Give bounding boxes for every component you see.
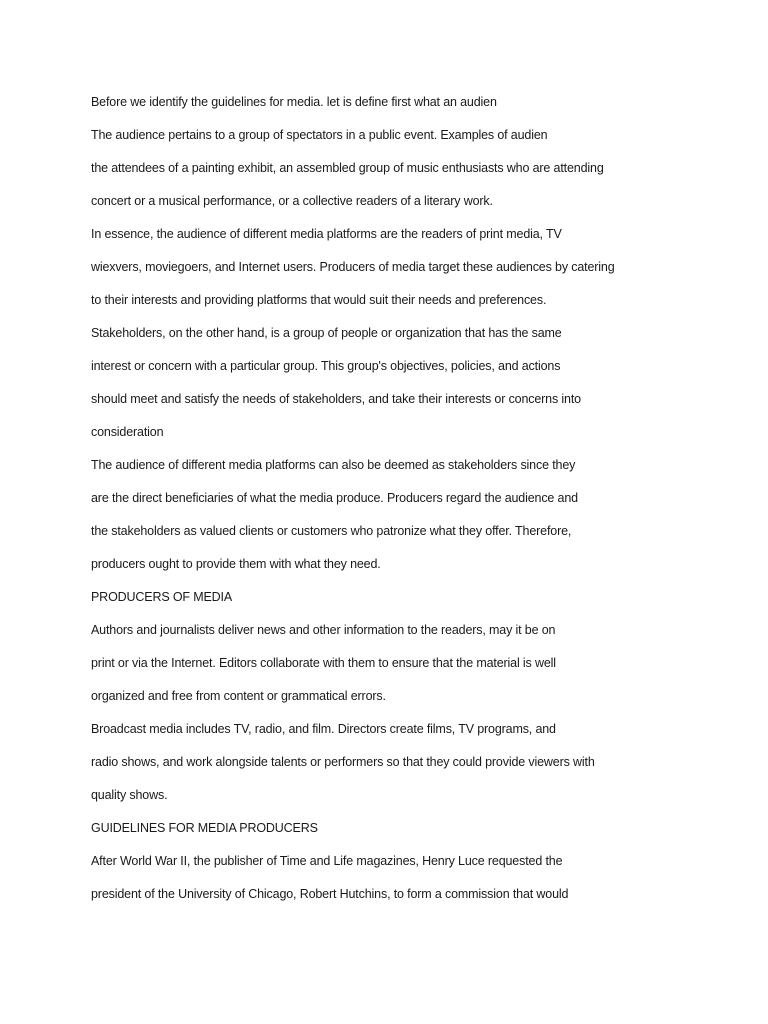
text-line: president of the University of Chicago, Robert Hutchins, to form a commission that would <box>91 887 569 901</box>
text-line: print or via the Internet. Editors collaborate with them to ensure that the material is well <box>91 656 556 670</box>
text-line: the stakeholders as valued clients or customers who patronize what they offer. Therefore, <box>91 524 572 538</box>
text-line: consideration <box>91 425 164 439</box>
text-line: In essence, the audience of different media platforms are the readers of print media, TV <box>91 227 562 241</box>
text-line: The audience pertains to a group of spectators in a public event. Examples of audien <box>91 128 548 142</box>
text-line: organized and free from content or grammatical errors. <box>91 689 386 703</box>
section-heading: GUIDELINES FOR MEDIA PRODUCERS <box>91 821 318 835</box>
section-heading: PRODUCERS OF MEDIA <box>91 590 233 604</box>
text-line: producers ought to provide them with what they need. <box>91 557 381 571</box>
text-line: The audience of different media platforms can also be deemed as stakeholders since they <box>91 458 576 472</box>
text-line: Stakeholders, on the other hand, is a group of people or organization that has the same <box>91 326 562 340</box>
text-line: Authors and journalists deliver news and other information to the readers, may it be on <box>91 623 556 637</box>
text-line: interest or concern with a particular group. This group's objectives, policies, and actions <box>91 359 561 373</box>
text-line: should meet and satisfy the needs of stakeholders, and take their interests or concerns into <box>91 392 581 406</box>
text-line: After World War II, the publisher of Time and Life magazines, Henry Luce requested the <box>91 854 563 868</box>
text-line: the attendees of a painting exhibit, an assembled group of music enthusiasts who are attending <box>91 161 604 175</box>
text-line: to their interests and providing platforms that would suit their needs and preferences. <box>91 293 547 307</box>
text-line: radio shows, and work alongside talents or performers so that they could provide viewers with <box>91 755 595 769</box>
text-line: are the direct beneficiaries of what the media produce. Producers regard the audience and <box>91 491 578 505</box>
document-body <box>91 92 691 917</box>
text-line: Broadcast media includes TV, radio, and film. Directors create films, TV programs, and <box>91 722 556 736</box>
text-line: quality shows. <box>91 788 168 802</box>
text-line: concert or a musical performance, or a collective readers of a literary work. <box>91 194 493 208</box>
text-line: Before we identify the guidelines for media. let is define first what an audien <box>91 95 497 109</box>
text-line: wiexvers, moviegoers, and Internet users. Producers of media target these audiences by catering <box>91 260 615 274</box>
